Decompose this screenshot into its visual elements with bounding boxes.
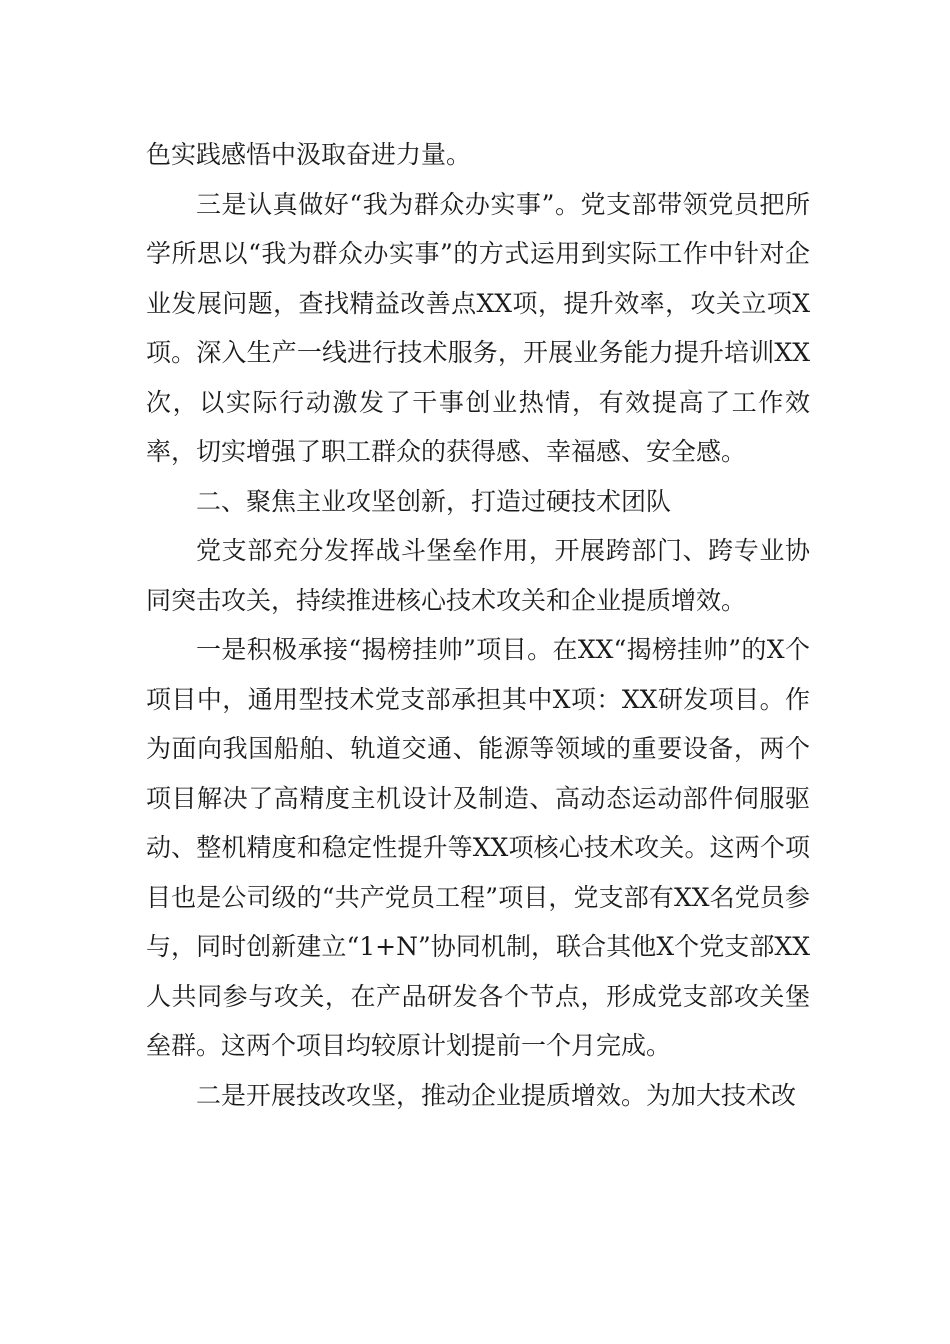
paragraph-3: 党支部充分发挥战斗堡垒作用，开展跨部门、跨专业协同突击攻关，持续推进核心技术攻关和企业提质增效。 [146, 536, 810, 615]
paragraph-1: 色实践感悟中汲取奋进力量。 [146, 140, 472, 169]
paragraph-2: 三是认真做好“我为群众办实事”。党支部带领党员把所学所思以“我为群众办实事”的方式运用到实际工作中针对企业发展问题，查找精益改善点XX项，提升效率，攻关立项X项。深入生产一线进行技术服务，开展业务能力提升培训XX次，以实际行动激发了干事创业热情，有效提高了工作效率，切实增强了职工群众的获得感、幸福感、安全感。 [146, 189, 810, 466]
paragraph-4: 一是积极承接“揭榜挂帅”项目。在XX“揭榜挂帅”的X个项目中，通用型技术党支部承担其中X项：XX研发项目。作为面向我国船舶、轨道交通、能源等领域的重要设备，两个项目解决了高精度主机设计及制造、高动态运动部件伺服驱动、整机精度和稳定性提升等XX项核心技术攻关。这两个项目也是公司级的“共产党员工程”项目，党支部有XX名党员参与，同时创新建立“1+N”协同机制，联合其他X个党支部XX人共同参与攻关，在产品研发各个节点，形成党支部攻关堡垒群。这两个项目均较原计划提前一个月完成。 [146, 635, 810, 1060]
section-heading: 二、聚焦主业攻坚创新，打造过硬技术团队 [196, 486, 672, 516]
document-page [146, 130, 810, 1120]
paragraph-5: 二是开展技改攻坚，推动企业提质增效。为加大技术改 [196, 1080, 797, 1110]
